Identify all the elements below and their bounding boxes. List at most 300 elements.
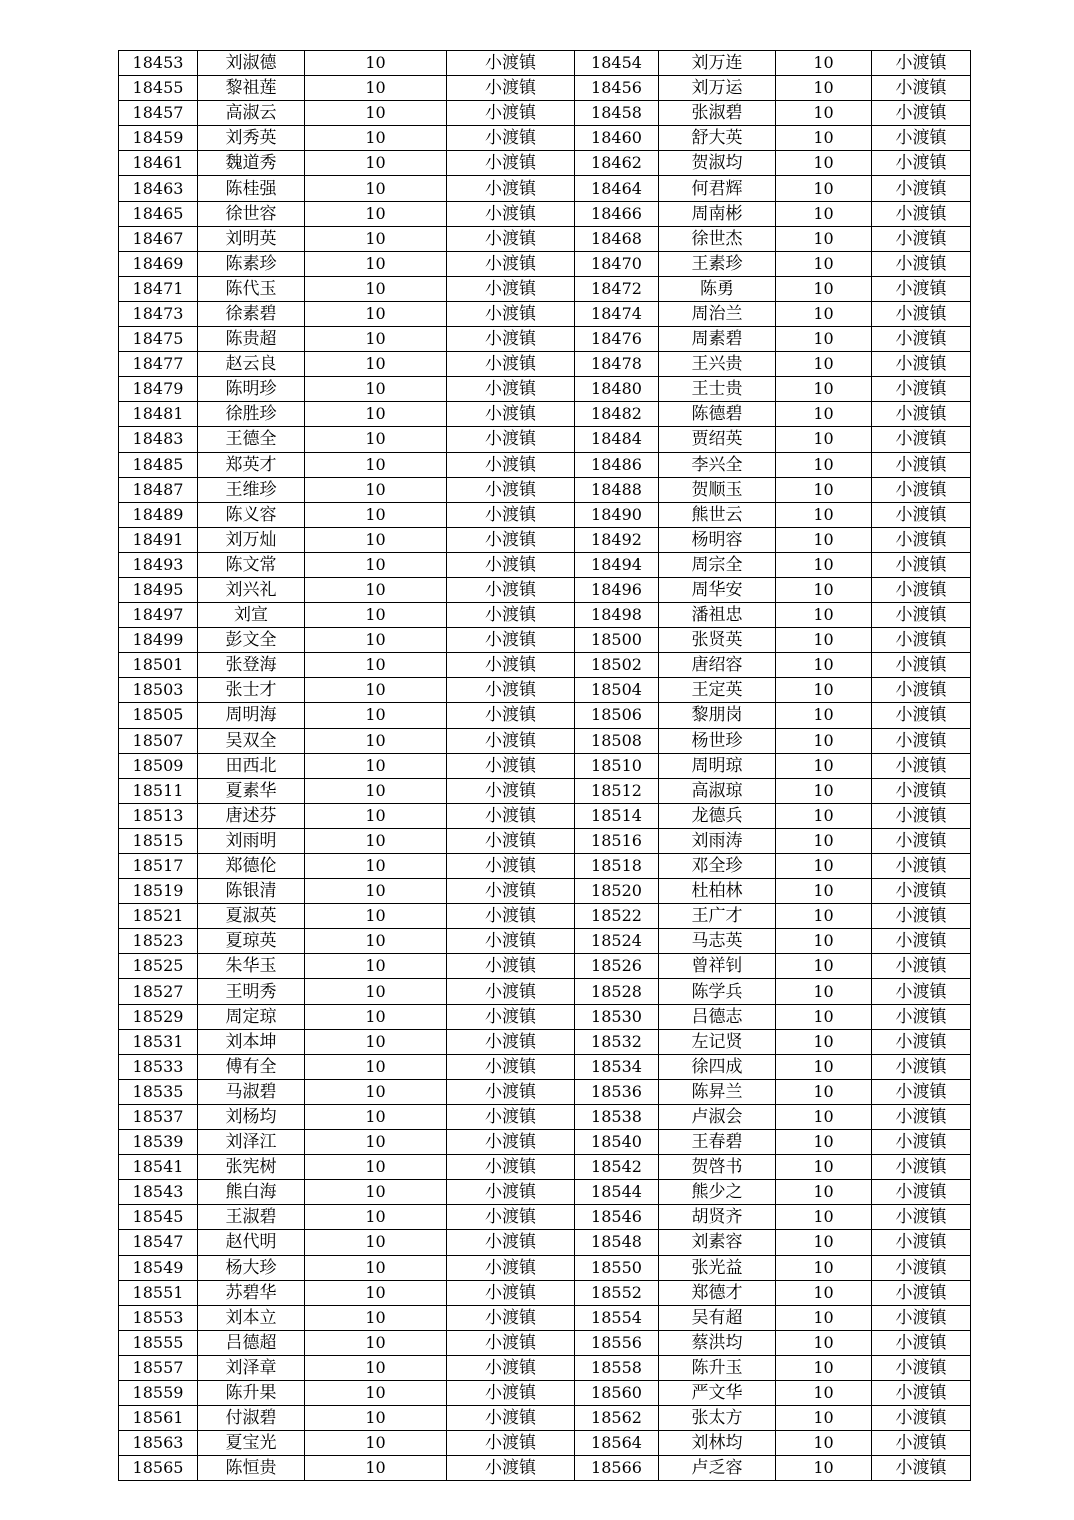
amount-cell: 10	[776, 151, 872, 176]
table-row	[119, 828, 971, 853]
town-cell: 小渡镇	[447, 1255, 575, 1280]
town-cell: 小渡镇	[872, 828, 971, 853]
town-cell: 小渡镇	[872, 1380, 971, 1405]
person-name-cell: 熊白海	[198, 1180, 305, 1205]
town-cell: 小渡镇	[872, 76, 971, 101]
town-cell: 小渡镇	[872, 1355, 971, 1380]
amount-cell: 10	[305, 76, 447, 101]
town-cell: 小渡镇	[872, 1431, 971, 1456]
record-id-cell: 18464	[575, 176, 659, 201]
record-id-cell: 18565	[119, 1456, 198, 1481]
record-id-cell: 18525	[119, 954, 198, 979]
town-cell: 小渡镇	[872, 778, 971, 803]
person-name-cell: 周素碧	[659, 327, 776, 352]
person-name-cell: 熊世云	[659, 502, 776, 527]
amount-cell: 10	[305, 728, 447, 753]
amount-cell: 10	[305, 452, 447, 477]
town-cell: 小渡镇	[447, 1180, 575, 1205]
person-name-cell: 邓全珍	[659, 854, 776, 879]
table-row	[119, 577, 971, 602]
town-cell: 小渡镇	[447, 1230, 575, 1255]
roster-table-body	[119, 51, 971, 1481]
person-name-cell: 陈文常	[198, 552, 305, 577]
record-id-cell: 18522	[575, 904, 659, 929]
roster-table	[118, 50, 971, 1481]
town-cell: 小渡镇	[872, 477, 971, 502]
record-id-cell: 18556	[575, 1330, 659, 1355]
record-id-cell: 18552	[575, 1280, 659, 1305]
record-id-cell: 18478	[575, 352, 659, 377]
person-name-cell: 陈恒贵	[198, 1456, 305, 1481]
amount-cell: 10	[305, 1130, 447, 1155]
town-cell: 小渡镇	[872, 1406, 971, 1431]
person-name-cell: 徐素碧	[198, 301, 305, 326]
amount-cell: 10	[305, 1079, 447, 1104]
town-cell: 小渡镇	[872, 327, 971, 352]
record-id-cell: 18557	[119, 1355, 198, 1380]
amount-cell: 10	[305, 929, 447, 954]
person-name-cell: 王明秀	[198, 979, 305, 1004]
town-cell: 小渡镇	[872, 1330, 971, 1355]
amount-cell: 10	[776, 1380, 872, 1405]
record-id-cell: 18523	[119, 929, 198, 954]
town-cell: 小渡镇	[872, 577, 971, 602]
amount-cell: 10	[305, 904, 447, 929]
person-name-cell: 王兴贵	[659, 352, 776, 377]
person-name-cell: 周华安	[659, 577, 776, 602]
record-id-cell: 18483	[119, 427, 198, 452]
town-cell: 小渡镇	[447, 452, 575, 477]
record-id-cell: 18462	[575, 151, 659, 176]
record-id-cell: 18514	[575, 803, 659, 828]
amount-cell: 10	[305, 1355, 447, 1380]
amount-cell: 10	[776, 76, 872, 101]
amount-cell: 10	[776, 1305, 872, 1330]
person-name-cell: 卢乏容	[659, 1456, 776, 1481]
amount-cell: 10	[776, 854, 872, 879]
record-id-cell: 18516	[575, 828, 659, 853]
town-cell: 小渡镇	[447, 126, 575, 151]
town-cell: 小渡镇	[447, 828, 575, 853]
person-name-cell: 刘雨涛	[659, 828, 776, 853]
table-row	[119, 1180, 971, 1205]
record-id-cell: 18468	[575, 226, 659, 251]
table-row	[119, 452, 971, 477]
town-cell: 小渡镇	[447, 101, 575, 126]
amount-cell: 10	[305, 1054, 447, 1079]
amount-cell: 10	[305, 1104, 447, 1129]
amount-cell: 10	[776, 753, 872, 778]
amount-cell: 10	[305, 51, 447, 76]
record-id-cell: 18560	[575, 1380, 659, 1405]
town-cell: 小渡镇	[447, 753, 575, 778]
amount-cell: 10	[776, 502, 872, 527]
person-name-cell: 陈明珍	[198, 377, 305, 402]
person-name-cell: 刘万连	[659, 51, 776, 76]
table-row	[119, 427, 971, 452]
amount-cell: 10	[776, 402, 872, 427]
amount-cell: 10	[776, 276, 872, 301]
table-row	[119, 402, 971, 427]
amount-cell: 10	[305, 352, 447, 377]
amount-cell: 10	[305, 327, 447, 352]
person-name-cell: 杨大珍	[198, 1255, 305, 1280]
amount-cell: 10	[305, 1180, 447, 1205]
table-row	[119, 1406, 971, 1431]
town-cell: 小渡镇	[447, 1029, 575, 1054]
table-row	[119, 628, 971, 653]
person-name-cell: 黎朋岗	[659, 703, 776, 728]
person-name-cell: 刘宣	[198, 603, 305, 628]
town-cell: 小渡镇	[447, 1205, 575, 1230]
person-name-cell: 卢淑会	[659, 1104, 776, 1129]
town-cell: 小渡镇	[447, 1380, 575, 1405]
amount-cell: 10	[776, 1130, 872, 1155]
amount-cell: 10	[776, 1255, 872, 1280]
amount-cell: 10	[776, 603, 872, 628]
person-name-cell: 胡贤齐	[659, 1205, 776, 1230]
town-cell: 小渡镇	[872, 402, 971, 427]
person-name-cell: 刘兴礼	[198, 577, 305, 602]
amount-cell: 10	[776, 1004, 872, 1029]
amount-cell: 10	[776, 703, 872, 728]
person-name-cell: 严文华	[659, 1380, 776, 1405]
town-cell: 小渡镇	[447, 527, 575, 552]
town-cell: 小渡镇	[872, 1280, 971, 1305]
town-cell: 小渡镇	[872, 854, 971, 879]
record-id-cell: 18465	[119, 201, 198, 226]
amount-cell: 10	[305, 1330, 447, 1355]
record-id-cell: 18466	[575, 201, 659, 226]
person-name-cell: 陈贵超	[198, 327, 305, 352]
person-name-cell: 王士贵	[659, 377, 776, 402]
town-cell: 小渡镇	[872, 527, 971, 552]
amount-cell: 10	[305, 126, 447, 151]
amount-cell: 10	[305, 1380, 447, 1405]
table-row	[119, 728, 971, 753]
amount-cell: 10	[305, 828, 447, 853]
town-cell: 小渡镇	[872, 653, 971, 678]
town-cell: 小渡镇	[447, 1155, 575, 1180]
amount-cell: 10	[776, 527, 872, 552]
person-name-cell: 徐四成	[659, 1054, 776, 1079]
record-id-cell: 18555	[119, 1330, 198, 1355]
town-cell: 小渡镇	[447, 1456, 575, 1481]
record-id-cell: 18564	[575, 1431, 659, 1456]
town-cell: 小渡镇	[872, 151, 971, 176]
person-name-cell: 张士才	[198, 678, 305, 703]
record-id-cell: 18467	[119, 226, 198, 251]
table-row	[119, 1205, 971, 1230]
table-row	[119, 1380, 971, 1405]
table-row	[119, 753, 971, 778]
town-cell: 小渡镇	[872, 703, 971, 728]
town-cell: 小渡镇	[872, 452, 971, 477]
person-name-cell: 周宗全	[659, 552, 776, 577]
town-cell: 小渡镇	[447, 1054, 575, 1079]
town-cell: 小渡镇	[872, 1004, 971, 1029]
record-id-cell: 18458	[575, 101, 659, 126]
person-name-cell: 左记贤	[659, 1029, 776, 1054]
town-cell: 小渡镇	[447, 327, 575, 352]
amount-cell: 10	[776, 1079, 872, 1104]
town-cell: 小渡镇	[447, 778, 575, 803]
record-id-cell: 18528	[575, 979, 659, 1004]
person-name-cell: 陈勇	[659, 276, 776, 301]
person-name-cell: 周治兰	[659, 301, 776, 326]
town-cell: 小渡镇	[447, 904, 575, 929]
record-id-cell: 18470	[575, 251, 659, 276]
amount-cell: 10	[305, 477, 447, 502]
person-name-cell: 刘泽章	[198, 1355, 305, 1380]
person-name-cell: 吕德志	[659, 1004, 776, 1029]
record-id-cell: 18530	[575, 1004, 659, 1029]
record-id-cell: 18499	[119, 628, 198, 653]
record-id-cell: 18532	[575, 1029, 659, 1054]
town-cell: 小渡镇	[447, 301, 575, 326]
record-id-cell: 18484	[575, 427, 659, 452]
amount-cell: 10	[776, 226, 872, 251]
record-id-cell: 18521	[119, 904, 198, 929]
person-name-cell: 刘本立	[198, 1305, 305, 1330]
amount-cell: 10	[776, 452, 872, 477]
table-row	[119, 1255, 971, 1280]
amount-cell: 10	[305, 1155, 447, 1180]
town-cell: 小渡镇	[447, 803, 575, 828]
person-name-cell: 夏素华	[198, 778, 305, 803]
town-cell: 小渡镇	[872, 51, 971, 76]
town-cell: 小渡镇	[872, 1180, 971, 1205]
person-name-cell: 田西北	[198, 753, 305, 778]
amount-cell: 10	[305, 703, 447, 728]
record-id-cell: 18535	[119, 1079, 198, 1104]
table-row	[119, 477, 971, 502]
table-row	[119, 1355, 971, 1380]
amount-cell: 10	[776, 1280, 872, 1305]
amount-cell: 10	[776, 628, 872, 653]
record-id-cell: 18508	[575, 728, 659, 753]
town-cell: 小渡镇	[447, 1330, 575, 1355]
record-id-cell: 18524	[575, 929, 659, 954]
person-name-cell: 周明海	[198, 703, 305, 728]
person-name-cell: 王广才	[659, 904, 776, 929]
town-cell: 小渡镇	[447, 1004, 575, 1029]
record-id-cell: 18463	[119, 176, 198, 201]
record-id-cell: 18526	[575, 954, 659, 979]
amount-cell: 10	[776, 803, 872, 828]
amount-cell: 10	[776, 879, 872, 904]
town-cell: 小渡镇	[447, 377, 575, 402]
record-id-cell: 18503	[119, 678, 198, 703]
person-name-cell: 夏琼英	[198, 929, 305, 954]
person-name-cell: 李兴全	[659, 452, 776, 477]
town-cell: 小渡镇	[447, 1406, 575, 1431]
amount-cell: 10	[305, 527, 447, 552]
amount-cell: 10	[776, 1355, 872, 1380]
amount-cell: 10	[776, 201, 872, 226]
amount-cell: 10	[776, 1054, 872, 1079]
table-row	[119, 176, 971, 201]
amount-cell: 10	[305, 201, 447, 226]
person-name-cell: 杨明容	[659, 527, 776, 552]
person-name-cell: 郑德才	[659, 1280, 776, 1305]
amount-cell: 10	[305, 151, 447, 176]
town-cell: 小渡镇	[447, 176, 575, 201]
amount-cell: 10	[305, 778, 447, 803]
town-cell: 小渡镇	[872, 1029, 971, 1054]
person-name-cell: 刘素容	[659, 1230, 776, 1255]
table-row	[119, 1456, 971, 1481]
town-cell: 小渡镇	[872, 728, 971, 753]
amount-cell: 10	[776, 552, 872, 577]
town-cell: 小渡镇	[872, 352, 971, 377]
amount-cell: 10	[776, 1406, 872, 1431]
town-cell: 小渡镇	[872, 1456, 971, 1481]
person-name-cell: 陈素珍	[198, 251, 305, 276]
town-cell: 小渡镇	[872, 1130, 971, 1155]
town-cell: 小渡镇	[872, 1155, 971, 1180]
town-cell: 小渡镇	[872, 552, 971, 577]
record-id-cell: 18473	[119, 301, 198, 326]
table-row	[119, 352, 971, 377]
record-id-cell: 18505	[119, 703, 198, 728]
amount-cell: 10	[776, 904, 872, 929]
person-name-cell: 贺顺玉	[659, 477, 776, 502]
amount-cell: 10	[305, 176, 447, 201]
table-row	[119, 778, 971, 803]
town-cell: 小渡镇	[872, 101, 971, 126]
person-name-cell: 周南彬	[659, 201, 776, 226]
record-id-cell: 18482	[575, 402, 659, 427]
person-name-cell: 张淑碧	[659, 101, 776, 126]
town-cell: 小渡镇	[447, 251, 575, 276]
amount-cell: 10	[776, 1205, 872, 1230]
table-row	[119, 502, 971, 527]
amount-cell: 10	[305, 753, 447, 778]
table-row	[119, 1054, 971, 1079]
town-cell: 小渡镇	[447, 552, 575, 577]
town-cell: 小渡镇	[447, 728, 575, 753]
amount-cell: 10	[776, 1155, 872, 1180]
amount-cell: 10	[305, 1456, 447, 1481]
record-id-cell: 18537	[119, 1104, 198, 1129]
person-name-cell: 陈升玉	[659, 1355, 776, 1380]
amount-cell: 10	[305, 1431, 447, 1456]
town-cell: 小渡镇	[447, 352, 575, 377]
record-id-cell: 18527	[119, 979, 198, 1004]
table-row	[119, 1230, 971, 1255]
record-id-cell: 18455	[119, 76, 198, 101]
record-id-cell: 18471	[119, 276, 198, 301]
record-id-cell: 18500	[575, 628, 659, 653]
record-id-cell: 18543	[119, 1180, 198, 1205]
record-id-cell: 18507	[119, 728, 198, 753]
town-cell: 小渡镇	[872, 502, 971, 527]
amount-cell: 10	[305, 653, 447, 678]
town-cell: 小渡镇	[447, 76, 575, 101]
table-row	[119, 1280, 971, 1305]
person-name-cell: 王维珍	[198, 477, 305, 502]
record-id-cell: 18456	[575, 76, 659, 101]
town-cell: 小渡镇	[447, 703, 575, 728]
amount-cell: 10	[305, 427, 447, 452]
table-row	[119, 51, 971, 76]
amount-cell: 10	[776, 653, 872, 678]
person-name-cell: 陈代玉	[198, 276, 305, 301]
person-name-cell: 王春碧	[659, 1130, 776, 1155]
person-name-cell: 张宪树	[198, 1155, 305, 1180]
amount-cell: 10	[776, 327, 872, 352]
amount-cell: 10	[776, 301, 872, 326]
amount-cell: 10	[305, 1280, 447, 1305]
amount-cell: 10	[776, 1330, 872, 1355]
amount-cell: 10	[305, 854, 447, 879]
amount-cell: 10	[776, 979, 872, 1004]
person-name-cell: 王淑碧	[198, 1205, 305, 1230]
person-name-cell: 徐世杰	[659, 226, 776, 251]
person-name-cell: 陈桂强	[198, 176, 305, 201]
record-id-cell: 18474	[575, 301, 659, 326]
record-id-cell: 18489	[119, 502, 198, 527]
town-cell: 小渡镇	[872, 1305, 971, 1330]
amount-cell: 10	[305, 301, 447, 326]
person-name-cell: 王素珍	[659, 251, 776, 276]
amount-cell: 10	[776, 678, 872, 703]
town-cell: 小渡镇	[872, 201, 971, 226]
person-name-cell: 舒大英	[659, 126, 776, 151]
person-name-cell: 陈升果	[198, 1380, 305, 1405]
town-cell: 小渡镇	[447, 1079, 575, 1104]
record-id-cell: 18547	[119, 1230, 198, 1255]
town-cell: 小渡镇	[872, 904, 971, 929]
record-id-cell: 18502	[575, 653, 659, 678]
person-name-cell: 彭文全	[198, 628, 305, 653]
person-name-cell: 夏淑英	[198, 904, 305, 929]
record-id-cell: 18548	[575, 1230, 659, 1255]
record-id-cell: 18475	[119, 327, 198, 352]
amount-cell: 10	[305, 979, 447, 1004]
record-id-cell: 18515	[119, 828, 198, 853]
amount-cell: 10	[776, 1456, 872, 1481]
record-id-cell: 18476	[575, 327, 659, 352]
town-cell: 小渡镇	[872, 377, 971, 402]
record-id-cell: 18551	[119, 1280, 198, 1305]
table-row	[119, 1004, 971, 1029]
amount-cell: 10	[305, 577, 447, 602]
table-row	[119, 854, 971, 879]
person-name-cell: 刘林均	[659, 1431, 776, 1456]
table-row	[119, 201, 971, 226]
amount-cell: 10	[776, 251, 872, 276]
person-name-cell: 陈银清	[198, 879, 305, 904]
person-name-cell: 刘杨均	[198, 1104, 305, 1129]
record-id-cell: 18533	[119, 1054, 198, 1079]
record-id-cell: 18538	[575, 1104, 659, 1129]
town-cell: 小渡镇	[447, 502, 575, 527]
person-name-cell: 魏道秀	[198, 151, 305, 176]
amount-cell: 10	[776, 577, 872, 602]
town-cell: 小渡镇	[872, 929, 971, 954]
record-id-cell: 18558	[575, 1355, 659, 1380]
record-id-cell: 18517	[119, 854, 198, 879]
person-name-cell: 陈德碧	[659, 402, 776, 427]
town-cell: 小渡镇	[872, 803, 971, 828]
table-row	[119, 703, 971, 728]
amount-cell: 10	[305, 1230, 447, 1255]
person-name-cell: 赵代明	[198, 1230, 305, 1255]
town-cell: 小渡镇	[447, 603, 575, 628]
record-id-cell: 18481	[119, 402, 198, 427]
